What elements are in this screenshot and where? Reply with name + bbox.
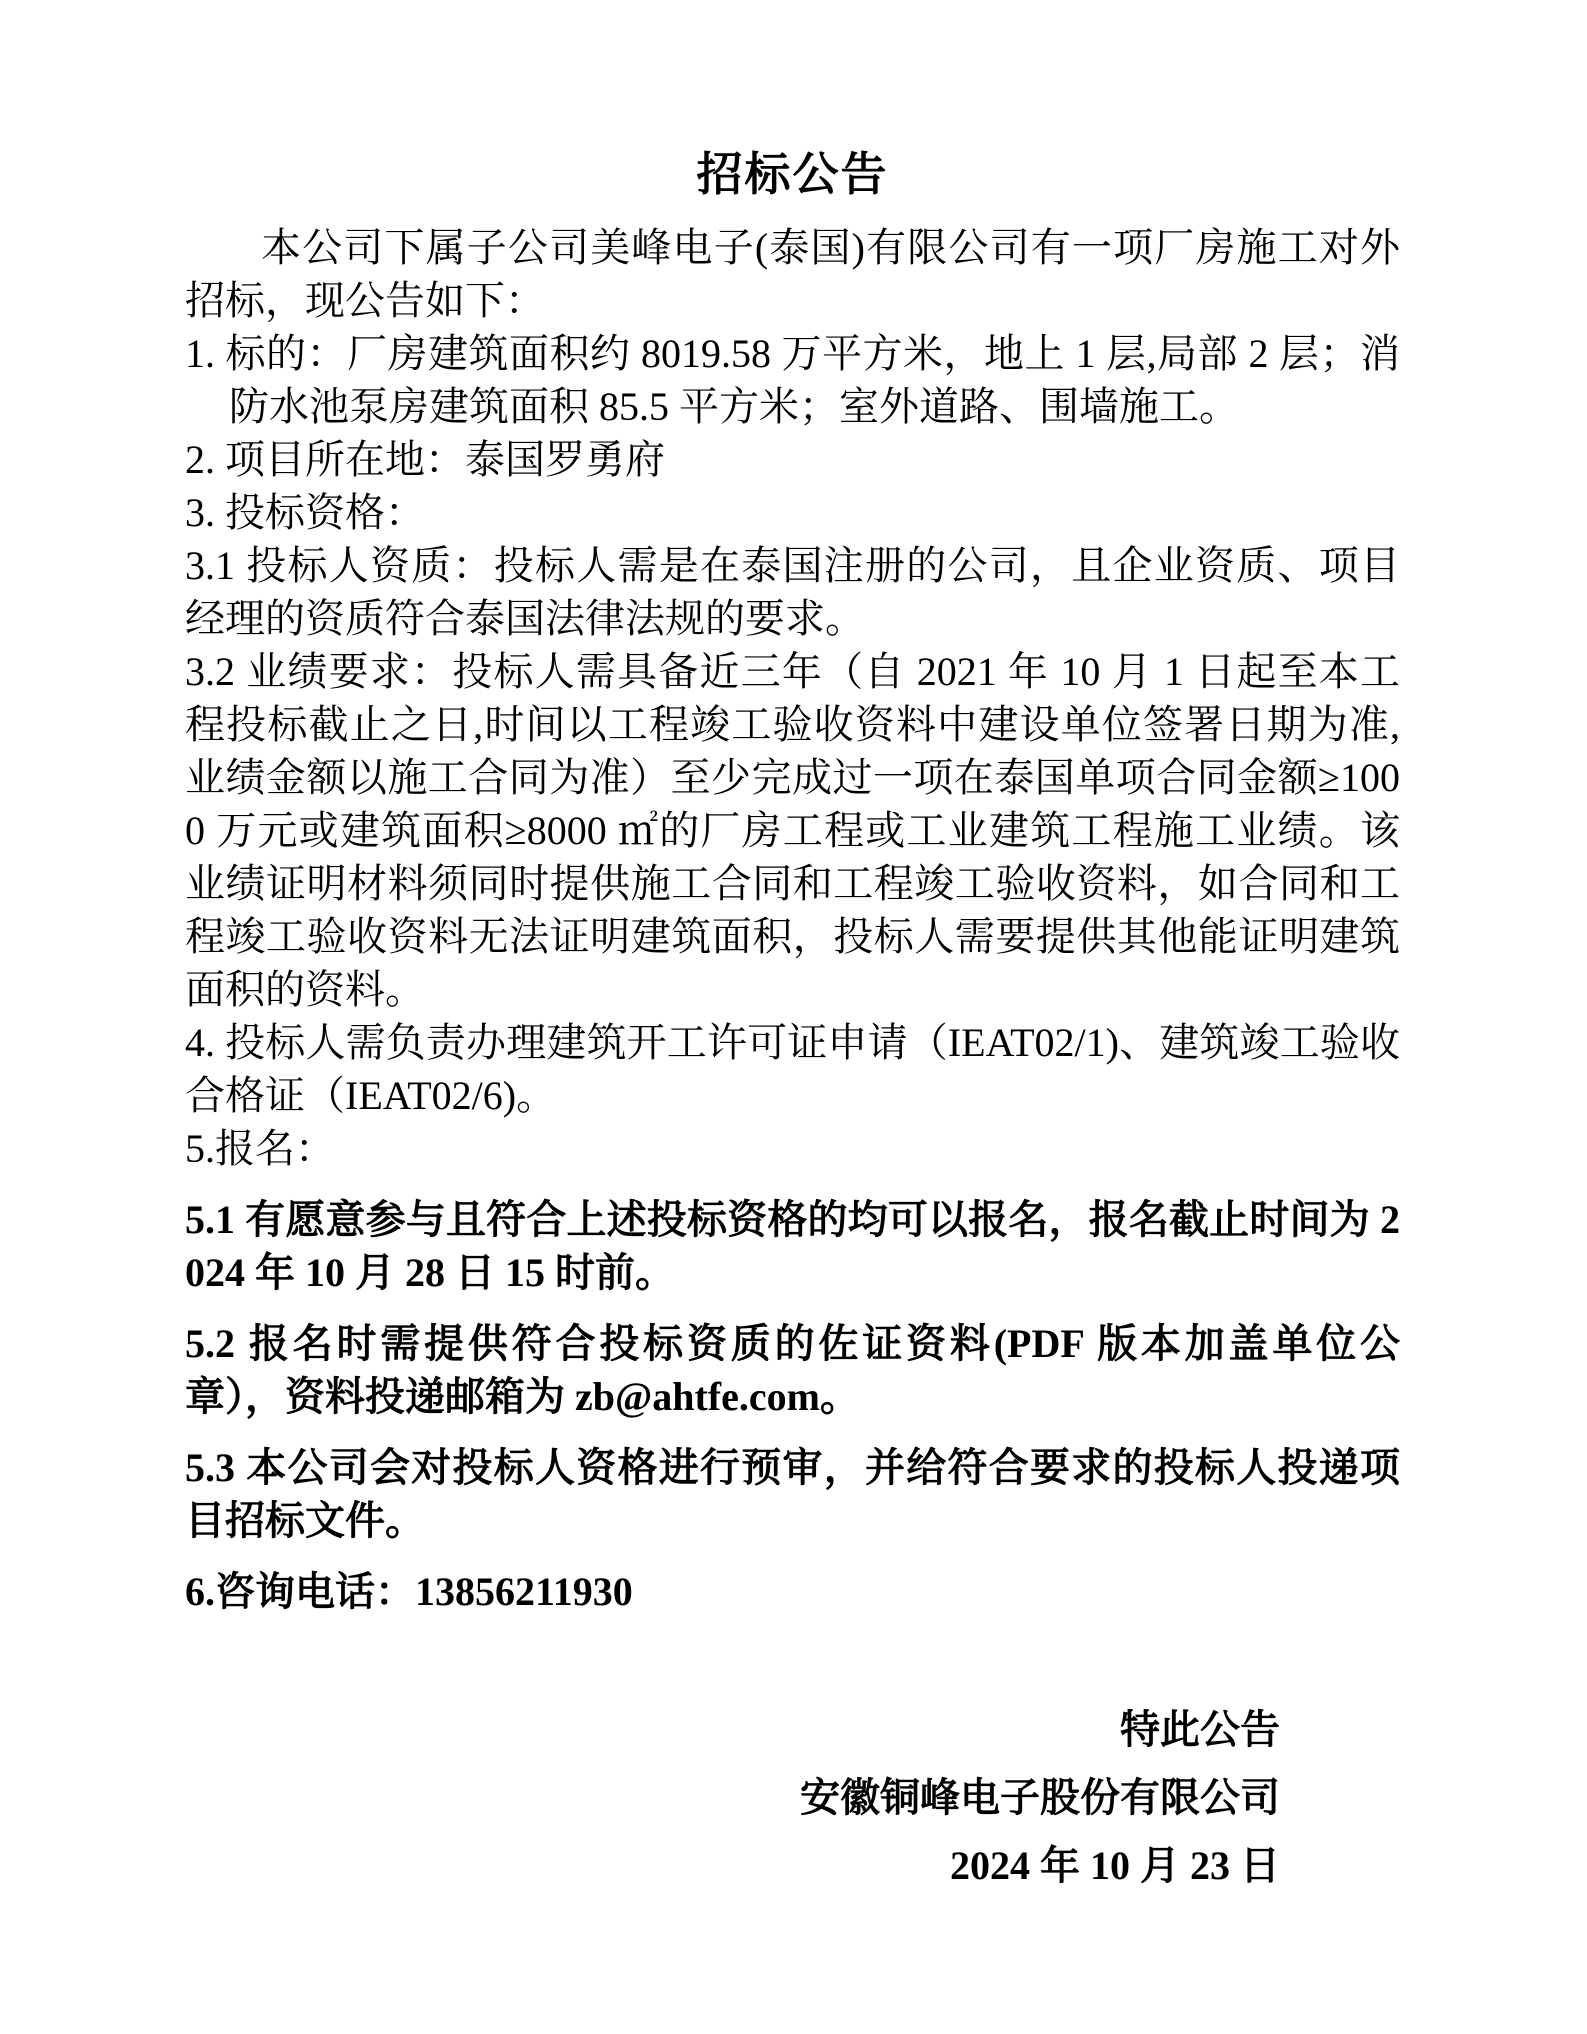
item-5-1-signup-deadline: 5.1 有愿意参与且符合上述投标资格的均可以报名，报名截止时间为 2024 年 10 月 28 日 15 时前。	[185, 1197, 1400, 1295]
item-3-2-performance-requirement: 3.2 业绩要求：投标人需具备近三年（自 2021 年 10 月 1 日起至本工程投标截止之日,时间以工程竣工验收资料中建设单位签署日期为准,业绩金额以施工合同为准）至少完成过一项在泰国单项合同金额≥1000 万元或建筑面积≥8000 ㎡的厂房工程或工业建筑工程施工业绩。该业绩证明材料须同时提供施工合同和工程竣工验收资料，如合同和工程竣工验收资料无法证明建筑面积，投标人需要提供其他能证明建筑面积的资料。	[185, 649, 1400, 1012]
intro-paragraph: 本公司下属子公司美峰电子(泰国)有限公司有一项厂房施工对外招标，现公告如下：	[185, 225, 1400, 323]
signature-closing: 特此公告	[1120, 1707, 1280, 1752]
signature-block	[185, 1703, 1400, 1892]
item-5-2-signup-materials-email: 5.2 报名时需提供符合投标资质的佐证资料(PDF 版本加盖单位公章），资料投递邮箱为 zb@ahtfe.com。	[185, 1321, 1400, 1419]
item-6-contact-phone: 6.咨询电话：13856211930	[185, 1569, 633, 1614]
signature-date: 2024 年 10 月 23 日	[950, 1843, 1280, 1888]
item-4-permit-responsibility: 4. 投标人需负责办理建筑开工许可证申请（IEAT02/1)、建筑竣工验收合格证（IEAT02/6)。	[185, 1020, 1400, 1118]
signature-company: 安徽铜峰电子股份有限公司	[800, 1775, 1280, 1820]
page-title: 招标公告	[696, 149, 889, 200]
item-5-3-prequalification-review: 5.3 本公司会对投标人资格进行预审，并给符合要求的投标人投递项目招标文件。	[185, 1445, 1400, 1543]
item-3-1-bidder-qualification: 3.1 投标人资质：投标人需是在泰国注册的公司，且企业资质、项目经理的资质符合泰国法律法规的要求。	[185, 543, 1400, 641]
item-2-project-location: 2. 项目所在地：泰国罗勇府	[185, 437, 665, 482]
item-5-signup-heading: 5.报名：	[185, 1126, 335, 1171]
item-3-bid-qualification-heading: 3. 投标资格：	[185, 490, 425, 535]
item-1-subject: 1. 标的：厂房建筑面积约 8019.58 万平方米，地上 1 层,局部 2 层；消防水池泵房建筑面积 85.5 平方米；室外道路、围墙施工。	[185, 331, 1400, 429]
